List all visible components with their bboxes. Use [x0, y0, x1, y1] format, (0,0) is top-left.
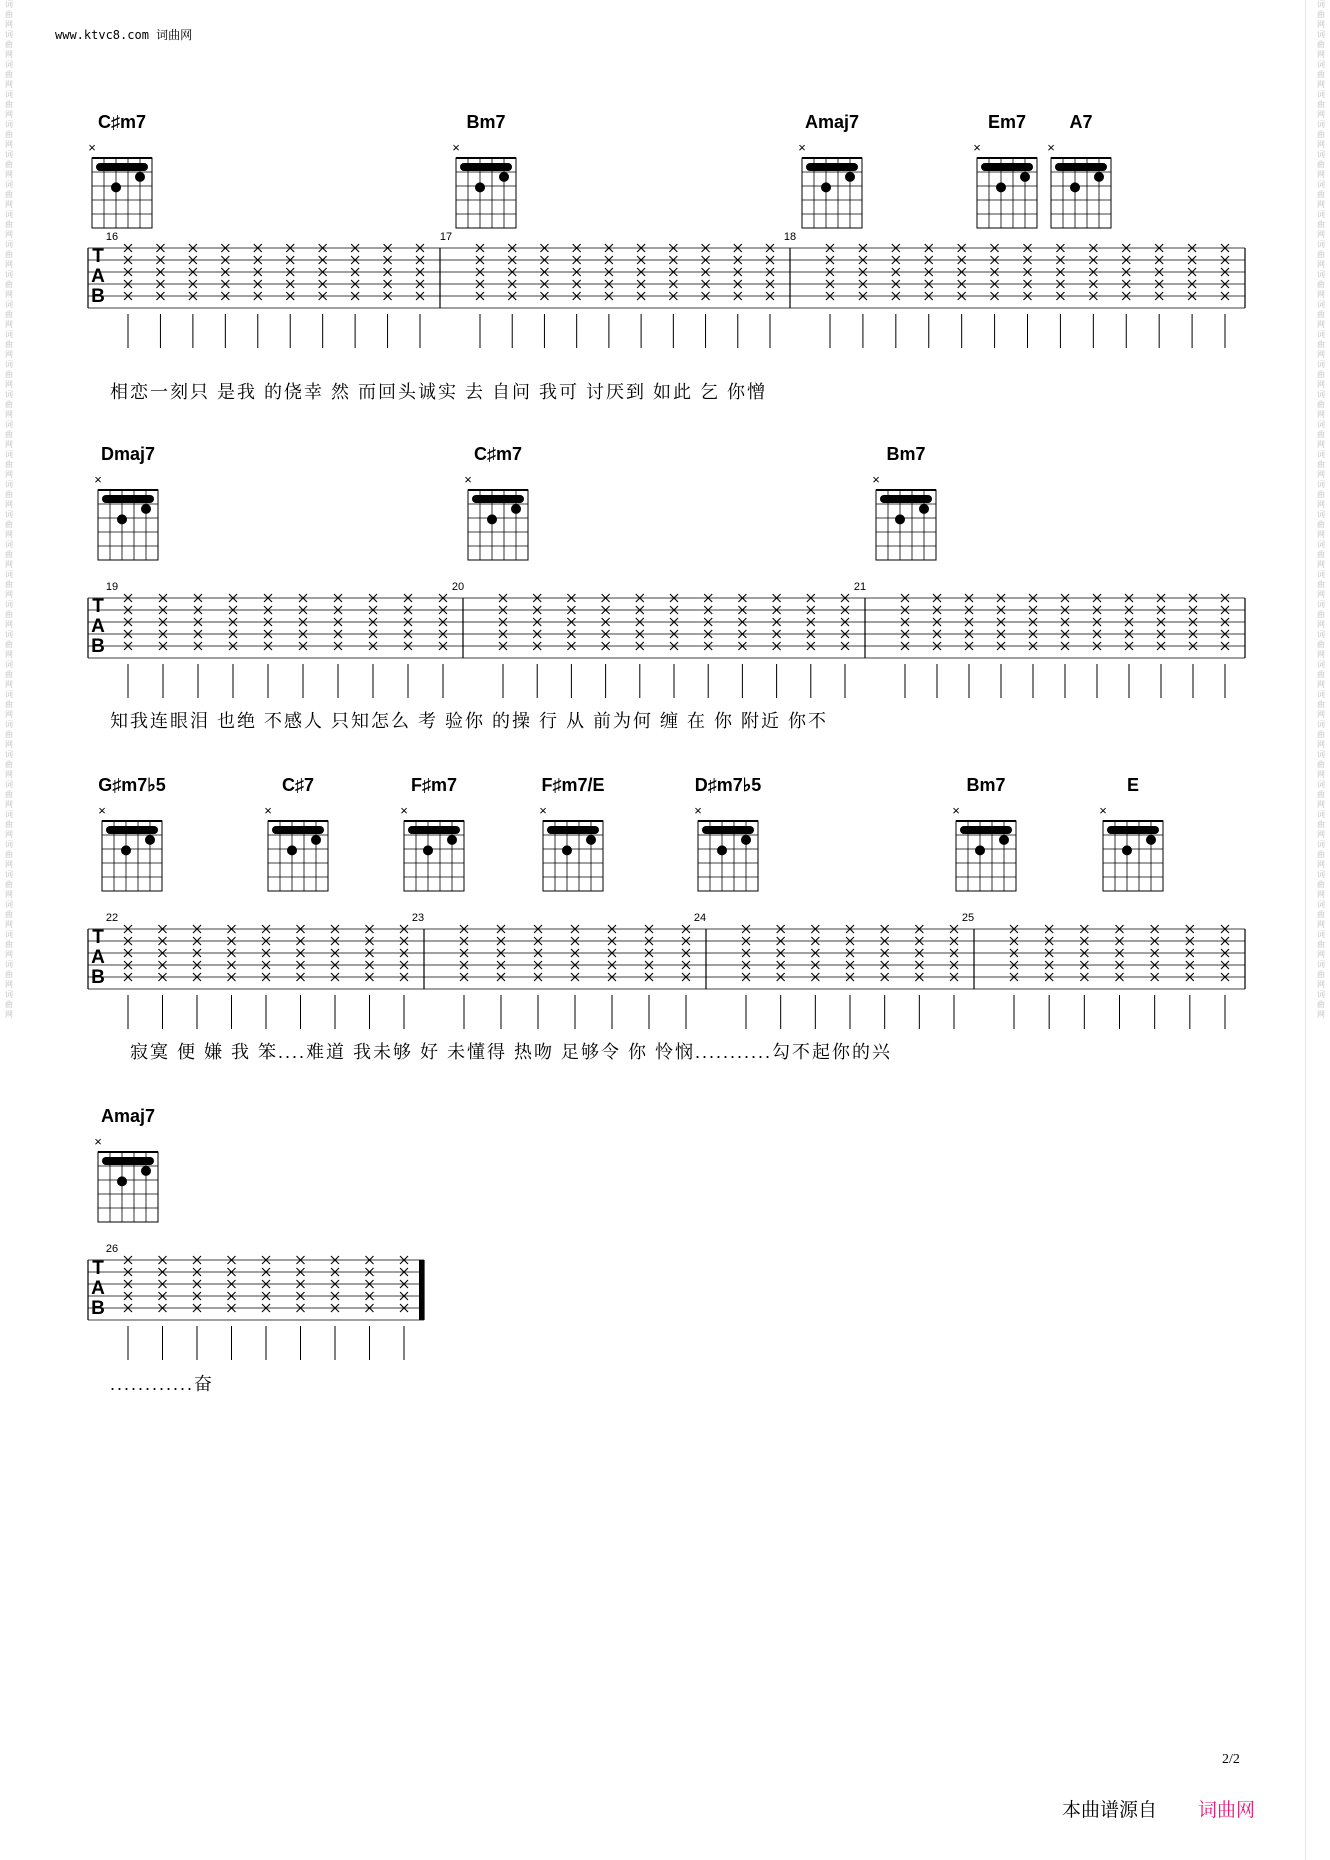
chord-diagram — [1099, 775, 1163, 891]
chord-name: Amaj7 — [100, 1106, 156, 1126]
svg-text:×: × — [264, 803, 272, 818]
tab-system-4 — [88, 1106, 424, 1394]
final-bar — [419, 1260, 424, 1320]
tab-clef-letter: A — [91, 266, 105, 287]
chord-diagram — [88, 112, 152, 228]
lyrics-line: 相恋一刻只 是我 的侥幸 然 而回头诚实 去 自问 我可 讨厌到 如此 乞 你憎 — [110, 382, 768, 402]
tab-clef-letter: A — [91, 947, 105, 968]
chord-diagram — [973, 112, 1037, 228]
tab-clef-letter: T — [92, 1258, 104, 1279]
footer-brand: 词曲网 — [1198, 1799, 1256, 1821]
tab-clef-letter: B — [91, 967, 105, 988]
svg-text:×: × — [973, 140, 981, 155]
svg-text:×: × — [94, 472, 102, 487]
chord-name: A7 — [1069, 112, 1093, 132]
svg-text:×: × — [452, 140, 460, 155]
svg-text:×: × — [539, 803, 547, 818]
tab-clef-letter: B — [91, 1298, 105, 1319]
chord-diagram — [1047, 112, 1111, 228]
chord-name: Amaj7 — [804, 112, 860, 132]
measure-number: 25 — [961, 912, 975, 924]
svg-text:×: × — [88, 140, 96, 155]
svg-text:×: × — [1099, 803, 1107, 818]
tab-clef-letter: A — [91, 616, 105, 637]
chord-diagram — [952, 775, 1016, 891]
chord-diagram — [400, 775, 464, 891]
measure-number: 16 — [105, 231, 119, 243]
chord-name: G♯m7♭5 — [98, 775, 166, 795]
tab-system-3 — [88, 775, 1245, 1062]
chord-name: F♯m7 — [410, 775, 458, 795]
tab-system-2 — [88, 444, 1245, 731]
chord-name: Em7 — [987, 112, 1027, 132]
tab-clef-letter: T — [92, 596, 104, 617]
chord-name: D♯m7♭5 — [694, 775, 762, 795]
measure-number: 23 — [411, 912, 425, 924]
chord-diagram — [452, 112, 516, 228]
chord-diagram — [539, 775, 604, 891]
site-url: www.ktvc8.com 词曲网 — [55, 28, 193, 42]
footer-source-label: 本曲谱源自 — [1062, 1799, 1158, 1821]
measure-number: 24 — [693, 912, 707, 924]
chord-diagram — [94, 1106, 158, 1222]
measure-number: 19 — [105, 581, 119, 593]
chord-name: Bm7 — [966, 775, 1006, 795]
svg-text:×: × — [952, 803, 960, 818]
chord-name: C♯m7 — [97, 112, 147, 132]
tab-clef-letter: T — [92, 927, 104, 948]
tab-clef-letter: A — [91, 1278, 105, 1299]
chord-diagram — [798, 112, 862, 228]
svg-text:×: × — [464, 472, 472, 487]
chord-name: F♯m7/E — [541, 775, 605, 795]
chord-name: Dmaj7 — [100, 444, 156, 464]
tab-clef-letter: T — [92, 246, 104, 267]
chord-diagram — [694, 775, 761, 891]
measure-number: 18 — [783, 231, 797, 243]
measure-number: 21 — [853, 581, 867, 593]
measure-number: 17 — [439, 231, 453, 243]
svg-text:×: × — [798, 140, 806, 155]
measure-number: 26 — [105, 1243, 119, 1255]
chord-name: Bm7 — [466, 112, 506, 132]
svg-text:×: × — [1047, 140, 1055, 155]
left-watermark-strip: 词曲网 词曲网 词曲网 词曲网 词曲网 词曲网 词曲网 词曲网 词曲网 词曲网 词曲网 词曲网 词曲网 词曲网 词曲网 词曲网 词曲网 词曲网 词曲网 词曲网 词曲网 词曲网 词曲网 词曲网 词曲网 词曲网 词曲网 词曲网 词曲网 词曲网 词曲网 词曲网 词曲网 词曲网 — [5, 0, 13, 1019]
chord-diagram — [264, 775, 328, 891]
chord-diagram — [94, 444, 158, 560]
chord-name: C♯m7 — [473, 444, 523, 464]
chord-name: E — [1126, 775, 1140, 795]
svg-text:×: × — [694, 803, 702, 818]
measure-number: 22 — [105, 912, 119, 924]
chord-diagram — [98, 775, 166, 891]
measure-number: 20 — [451, 581, 465, 593]
chord-diagram — [464, 444, 528, 560]
chord-name: C♯7 — [281, 775, 315, 795]
svg-text:×: × — [872, 472, 880, 487]
lyrics-line: 知我连眼泪 也绝 不感人 只知怎么 考 验你 的操 行 从 前为何 缠 在 你 附近 你不 — [110, 711, 829, 731]
svg-text:×: × — [98, 803, 106, 818]
lyrics-line: ............奋 — [110, 1374, 215, 1394]
svg-text:×: × — [94, 1134, 102, 1149]
tab-system-1 — [88, 112, 1245, 402]
page-number: 2/2 — [1222, 1752, 1240, 1767]
chord-diagram — [872, 444, 936, 560]
tab-clef-letter: B — [91, 636, 105, 657]
lyrics-line: 寂寞 便 嫌 我 笨....难道 我未够 好 未懂得 热吻 足够令 你 怜悯...........勾不起你的兴 — [130, 1042, 893, 1062]
tab-clef-letter: B — [91, 286, 105, 307]
right-watermark-strip: 词曲网 词曲网 词曲网 词曲网 词曲网 词曲网 词曲网 词曲网 词曲网 词曲网 词曲网 词曲网 词曲网 词曲网 词曲网 词曲网 词曲网 词曲网 词曲网 词曲网 词曲网 词曲网 词曲网 词曲网 词曲网 词曲网 词曲网 词曲网 词曲网 词曲网 词曲网 词曲网 词曲网 词曲网 — [1317, 0, 1325, 1019]
svg-text:×: × — [400, 803, 408, 818]
chord-name: Bm7 — [886, 444, 926, 464]
